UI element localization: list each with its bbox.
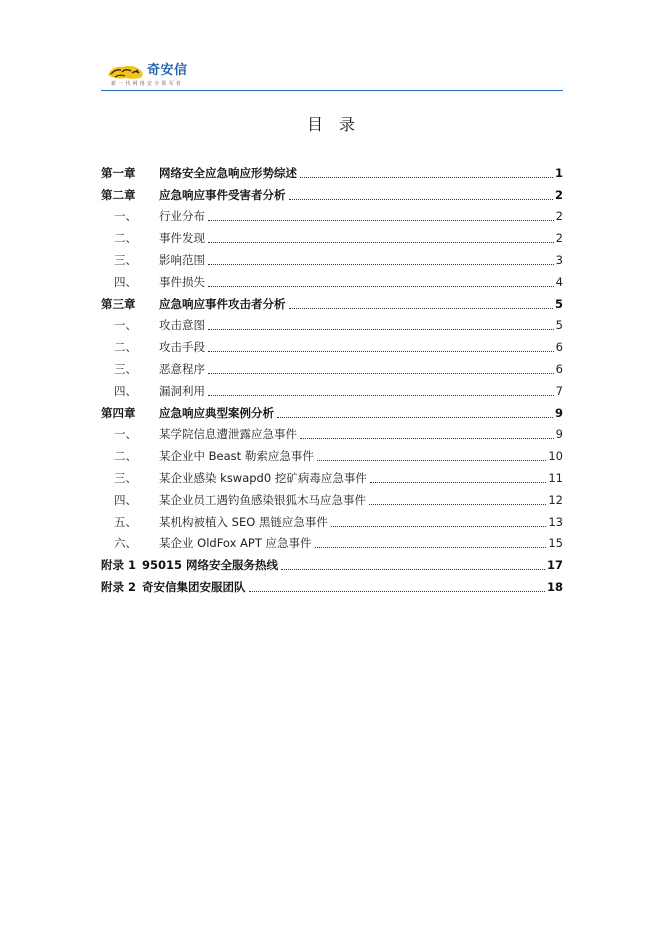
toc-dot-leader [315,547,547,548]
toc-entry-title: 漏洞利用 [159,383,205,398]
toc-section-entry[interactable] [101,249,563,271]
toc-page-number: 15 [548,536,563,551]
toc-dot-leader [208,220,554,221]
toc-dot-leader [289,199,553,200]
table-of-contents [101,162,563,598]
toc-dot-leader [369,504,546,505]
toc-section-entry[interactable] [101,511,563,533]
toc-dot-leader [208,286,554,287]
toc-dot-leader [281,569,545,570]
toc-page-number: 18 [546,580,563,595]
toc-entry-number: 第二章 [101,187,136,202]
toc-entry-title: 某学院信息遭泄露应急事件 [159,427,297,442]
toc-entry-title: 某企业员工遇钓鱼感染银狐木马应急事件 [159,492,366,507]
toc-entry-title: 应急响应事件攻击者分析 [159,296,286,311]
toc-entry-number: 四、 [114,492,137,507]
toc-entry-number: 附录 2 [101,580,137,595]
toc-entry-title: 影响范围 [159,253,205,268]
toc-page-number: 2 [555,209,563,224]
toc-section-entry[interactable] [101,271,563,293]
toc-entry-title: 恶意程序 [159,362,205,377]
toc-dot-leader [208,395,554,396]
toc-entry-title: 攻击手段 [159,340,205,355]
toc-chapter-entry[interactable] [101,554,563,576]
toc-page-number: 2 [554,187,563,202]
toc-entry-title: 攻击意图 [159,318,205,333]
toc-dot-leader [208,329,554,330]
toc-entry-title: 某企业 OldFox APT 应急事件 [159,536,312,551]
toc-entry-number: 四、 [114,274,137,289]
toc-page-number: 13 [548,514,563,529]
toc-dot-leader [208,264,554,265]
toc-entry-number: 第三章 [101,296,136,311]
toc-entry-number: 第四章 [101,405,136,420]
toc-entry-number: 一、 [114,318,137,333]
toc-entry-number: 六、 [114,536,137,551]
toc-entry-title: 网络安全应急响应形势综述 [159,165,297,180]
toc-page-number: 11 [548,471,563,486]
toc-section-entry[interactable] [101,489,563,511]
toc-page-number: 9 [555,427,563,442]
toc-section-entry[interactable] [101,533,563,555]
toc-entry-title: 应急响应事件受害者分析 [159,187,286,202]
toc-chapter-entry[interactable] [101,402,563,424]
toc-section-entry[interactable] [101,206,563,228]
toc-dot-leader [208,351,554,352]
toc-page-number: 4 [555,274,563,289]
toc-entry-number: 附录 1 [101,558,137,573]
brand-slogan: 新一代网络安全领军者 [111,81,184,87]
toc-entry-title: 应急响应典型案例分析 [159,405,274,420]
toc-page-number: 10 [548,449,563,464]
toc-page-number: 12 [548,492,563,507]
toc-entry-title: 某机构被植入 SEO 黑链应急事件 [159,514,328,529]
toc-page-number: 1 [554,165,563,180]
toc-section-entry[interactable] [101,445,563,467]
toc-page-number: 2 [555,231,563,246]
toc-entry-title: 某企业中 Beast 勒索应急事件 [159,449,314,464]
toc-entry-number: 第一章 [101,165,136,180]
toc-chapter-entry[interactable] [101,184,563,206]
toc-dot-leader [300,438,554,439]
toc-entry-number: 五、 [114,514,137,529]
toc-dot-leader [277,417,553,418]
toc-entry-number: 二、 [114,449,137,464]
toc-entry-title: 事件发现 [159,231,205,246]
toc-page-number: 3 [555,253,563,268]
company-logo [106,62,201,88]
qianxin-logo-icon [106,63,146,81]
toc-page-number: 6 [555,362,563,377]
toc-dot-leader [370,482,547,483]
toc-section-entry[interactable] [101,467,563,489]
toc-entry-number: 一、 [114,209,137,224]
toc-dot-leader [208,373,554,374]
brand-name: 奇安信 [147,63,188,78]
header-divider [101,90,563,91]
toc-page-number: 9 [554,405,563,420]
toc-entry-title: 事件损失 [159,274,205,289]
toc-dot-leader [249,591,545,592]
toc-dot-leader [331,526,546,527]
page-title: 目 录 [306,115,355,134]
toc-page-number: 5 [555,318,563,333]
toc-section-entry[interactable] [101,227,563,249]
toc-chapter-entry[interactable] [101,162,563,184]
toc-chapter-entry[interactable] [101,293,563,315]
toc-page-number: 6 [555,340,563,355]
toc-page-number: 7 [555,383,563,398]
toc-section-entry[interactable] [101,424,563,446]
toc-section-entry[interactable] [101,315,563,337]
toc-dot-leader [317,460,547,461]
toc-entry-title: 某企业感染 kswapd0 挖矿病毒应急事件 [159,471,367,486]
toc-entry-number: 四、 [114,383,137,398]
toc-entry-number: 三、 [114,362,137,377]
toc-chapter-entry[interactable] [101,576,563,598]
toc-dot-leader [208,242,554,243]
toc-dot-leader [289,308,553,309]
toc-entry-number: 一、 [114,427,137,442]
toc-entry-title: 95015 网络安全服务热线 [142,558,279,573]
toc-section-entry[interactable] [101,336,563,358]
toc-entry-title: 行业分布 [159,209,205,224]
toc-page-number: 17 [546,558,563,573]
toc-entry-title: 奇安信集团安服团队 [142,580,246,595]
toc-entry-number: 二、 [114,340,137,355]
toc-dot-leader [300,177,553,178]
toc-section-entry[interactable] [101,380,563,402]
toc-section-entry[interactable] [101,358,563,380]
toc-page-number: 5 [554,296,563,311]
toc-entry-number: 三、 [114,471,137,486]
toc-entry-number: 三、 [114,253,137,268]
toc-entry-number: 二、 [114,231,137,246]
page-header [101,58,563,92]
